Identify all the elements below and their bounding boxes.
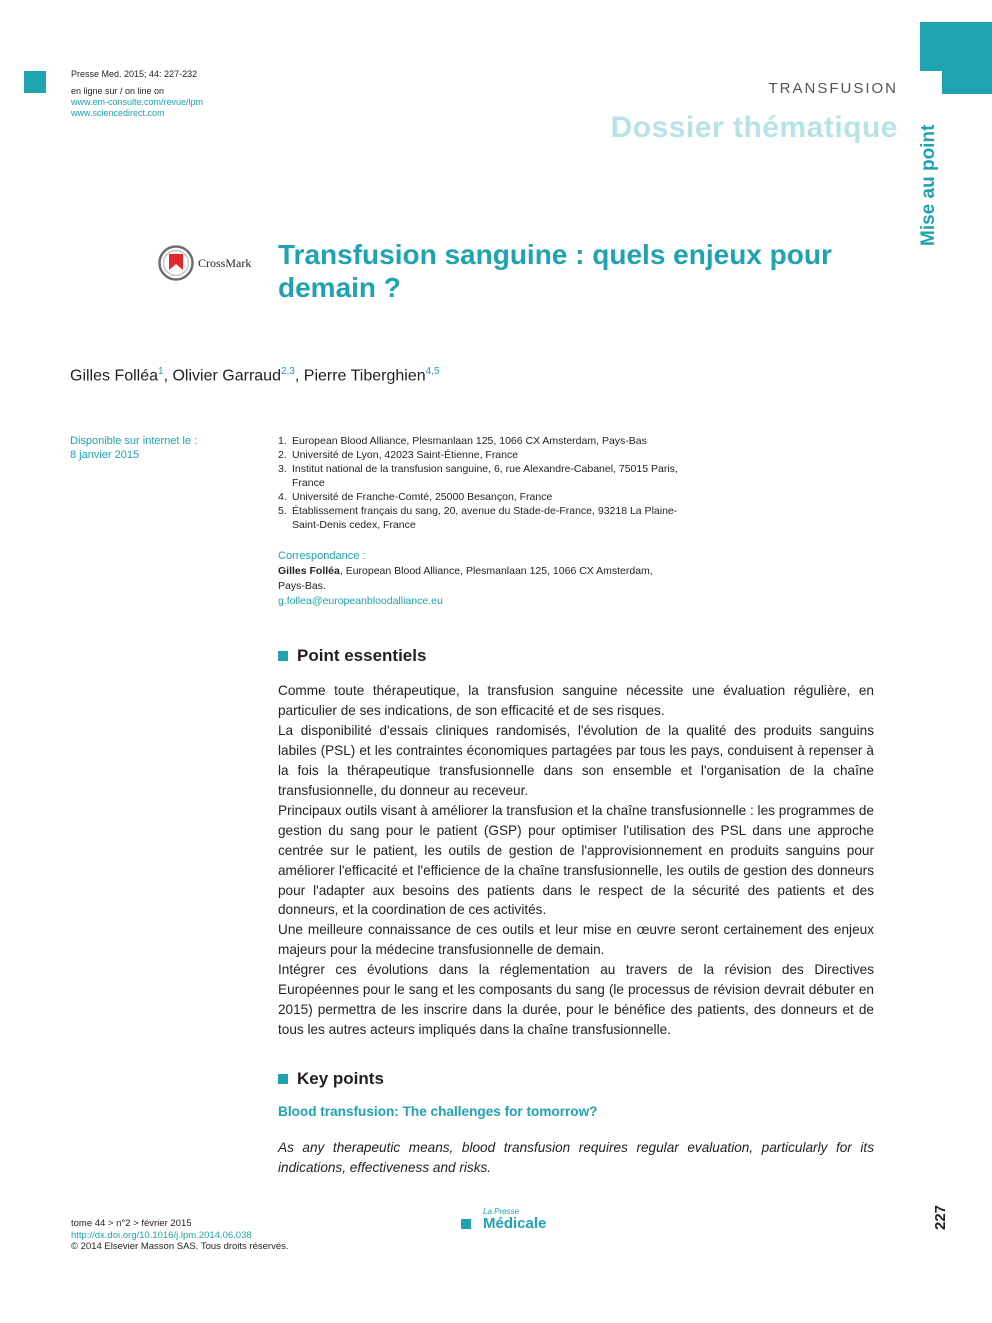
affiliation-list (278, 434, 678, 532)
author-separator: , (163, 367, 173, 385)
paragraph: Principaux outils visant à améliorer la transfusion et la chaîne transfusionnelle : les programmes de gestion du sang pour le patient (GSP) pour optimiser l'utilisation des PSL dans une approche centrée sur le patient, les outils de gestion de l'approvisionnement en produits sanguins pour améliorer l'efficacité et l'efficience de la chaîne transfusionnelle, les outils de gestion des donneurs pour l'adapter aux besoins des patients dans le respect de la sécurité des patients et des donneurs, et la coordination de ces activités. (278, 802, 874, 918)
affiliation-text: Université de Lyon, 42023 Saint-Étienne, France (292, 449, 519, 461)
paragraph: Intégrer ces évolutions dans la réglementation au travers de la révision des Directives Européennes pour le sang et les composants du sang (le processus de révision devrait débuter en 2015) permettra de les inscrire dans la durée, pour le bénéfice des patients, des donneurs et de tous les autres acteurs impliqués dans la chaîne transfusionnelle. (278, 962, 874, 1038)
logo-square (461, 1219, 471, 1229)
availability-date: 8 janvier 2015 (70, 449, 140, 461)
crossmark-badge[interactable] (158, 244, 268, 282)
online-prefix: en ligne sur / on line on (71, 86, 165, 96)
point-essentiels-body (278, 681, 874, 1040)
crossmark-label: CrossMark (198, 255, 252, 270)
affiliation-number: 4. (278, 491, 287, 503)
corner-square-decoration (24, 71, 46, 93)
corner-notch (920, 71, 942, 94)
section-bullet-square (278, 651, 288, 661)
author-affiliation: 2,3 (280, 366, 295, 377)
author-affiliation: 1 (158, 366, 164, 377)
affiliation-item (278, 434, 678, 448)
footer-info (71, 1218, 289, 1253)
correspondence-label: Correspondance : (278, 550, 366, 562)
affiliation-item (278, 462, 678, 490)
affiliation-text: European Blood Alliance, Plesmanlaan 125, 1066 CX Amsterdam, Pays-Bas (292, 435, 647, 447)
copyright: © 2014 Elsevier Masson SAS. Tous droits réservés. (71, 1241, 289, 1252)
affiliation-number: 5. (278, 505, 287, 517)
point-essentiels-heading (278, 646, 426, 666)
affiliation-number: 3. (278, 463, 287, 475)
affiliation-number: 2. (278, 449, 287, 461)
crossmark-icon (158, 245, 194, 281)
affiliation-item (278, 504, 678, 532)
author-affiliation: 4,5 (425, 366, 440, 377)
affiliation-item (278, 490, 678, 504)
section-heading-text: Key points (297, 1069, 384, 1088)
author-name: Olivier Garraud (172, 367, 281, 385)
author-name: Gilles Folléa (70, 367, 159, 385)
citation: Presse Med. 2015; 44: 227-232 (71, 69, 198, 79)
correspondence-name: Gilles Folléa (278, 565, 340, 577)
journal-meta (71, 69, 203, 119)
logo-small-text: La Presse (483, 1207, 520, 1216)
issue-info: tome 44 > n°2 > février 2015 (71, 1218, 192, 1229)
section-heading-text: Point essentiels (297, 646, 427, 665)
affiliation-number: 1. (278, 435, 287, 447)
affiliation-item (278, 448, 678, 462)
author-list (70, 366, 440, 385)
sciencedirect-link[interactable]: www.sciencedirect.com (71, 108, 165, 118)
paragraph: La disponibilité d'essais cliniques randomisés, l'évolution de la qualité des produits sanguins labiles (PSL) et les contraintes économiques partagées par tous les pays, conduisent à repenser à la fois la thérapeutique transfusionnelle dans son ensemble et l'organisation de la chaîne transfusionnelle, du donneur au receveur. (278, 722, 874, 798)
correspondence-block (278, 549, 678, 609)
logo-big-text: Médicale (483, 1215, 547, 1232)
section-bullet-square (278, 1074, 288, 1084)
vertical-section-label: Mise au point (918, 124, 939, 246)
article-title: Transfusion sanguine : quels enjeux pour demain ? (278, 239, 832, 303)
correspondence-address-text: , European Blood Alliance, Plesmanlaan 125, 1066 CX Amsterdam, Pays-Bas. (278, 565, 653, 592)
doi-link[interactable]: http://dx.doi.org/10.1016/j.lpm.2014.06.038 (71, 1229, 252, 1241)
author-separator: , (294, 367, 304, 385)
dossier-label: Dossier thématique (610, 111, 898, 144)
author-name: Pierre Tiberghien (303, 367, 426, 385)
page-number: 227 (932, 1204, 949, 1230)
correspondence-address (278, 564, 678, 594)
section-label: TRANSFUSION (768, 80, 898, 97)
journal-logo (461, 1208, 546, 1232)
affiliation-text: Institut national de la transfusion sanguine, 6, rue Alexandre-Cabanel, 75015 Paris, France (292, 463, 678, 489)
key-points-text: As any therapeutic means, blood transfusion requires regular evaluation, particularly for its indications, effectiveness and risks. (278, 1140, 874, 1175)
correspondence-email-link[interactable]: g.follea@europeanbloodalliance.eu (278, 595, 443, 607)
journal-url-link[interactable]: www.em-consulte.com/revue/lpm (71, 97, 204, 107)
key-points-subtitle: Blood transfusion: The challenges for tomorrow? (278, 1104, 598, 1119)
affiliation-text: Établissement français du sang, 20, avenue du Stade-de-France, 93218 La Plaine-Saint-Denis cedex, France (292, 505, 678, 531)
affiliation-text: Université de Franche-Comté, 25000 Besançon, France (292, 491, 553, 503)
availability-label: Disponible sur internet le : (70, 435, 198, 447)
key-points-heading (278, 1069, 384, 1089)
availability-info (70, 434, 197, 462)
paragraph: Une meilleure connaissance de ces outils et leur mise en œuvre seront certainement des enjeux majeurs pour la médecine transfusionnelle de demain. (278, 922, 874, 958)
paragraph: Comme toute thérapeutique, la transfusion sanguine nécessite une évaluation régulière, en particulier de ses indications, de son efficacité et de ses risques. (278, 683, 874, 718)
